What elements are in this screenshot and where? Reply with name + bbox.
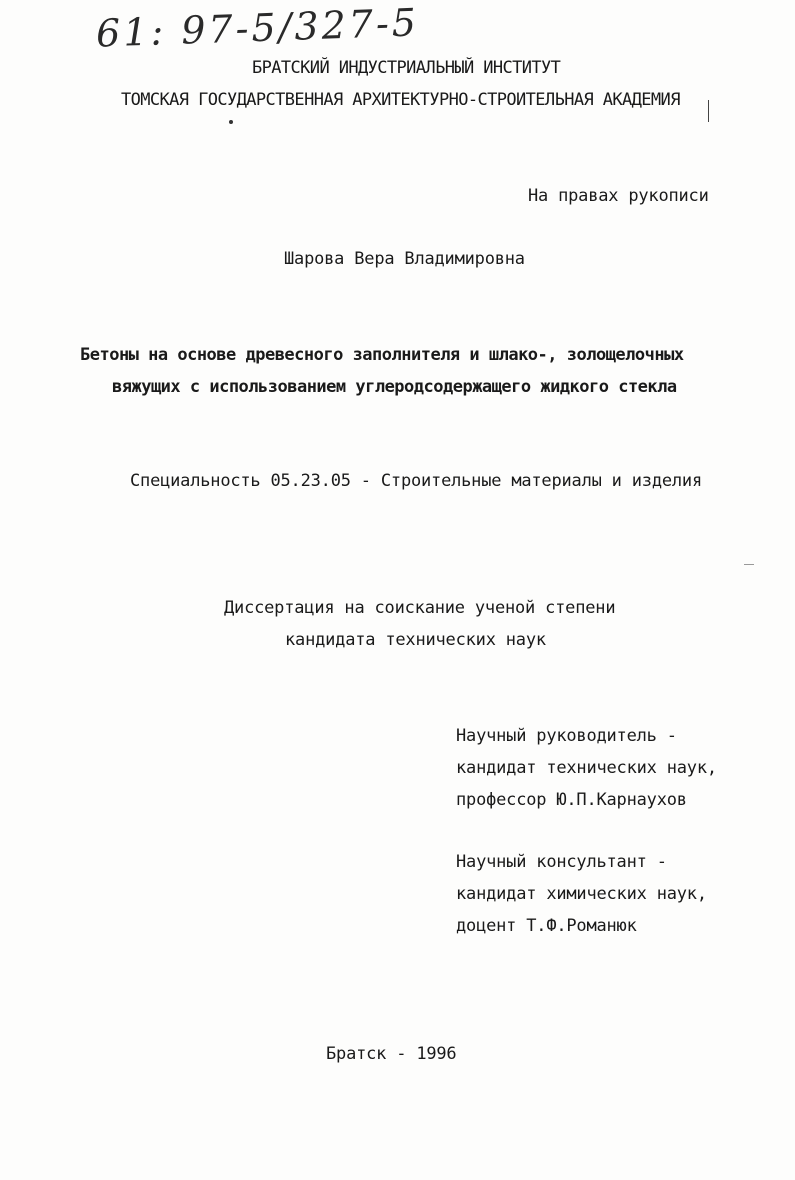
specialty-line: Специальность 05.23.05 - Строительные материалы и изделия	[130, 471, 702, 491]
consultant-line-2: кандидат химических наук,	[456, 884, 707, 904]
supervisor-line-3: профессор Ю.П.Карнаухов	[456, 790, 687, 810]
dissertation-degree-line-1: Диссертация на соискание ученой степени	[224, 598, 616, 618]
dissertation-title-line-2: вяжущих с использованием углеродсодержащего жидкого стекла	[112, 377, 677, 397]
supervisor-line-2: кандидат технических наук,	[456, 758, 717, 778]
dissertation-degree-line-2: кандидата технических наук	[285, 630, 546, 650]
scan-speck	[229, 120, 233, 124]
consultant-line-1: Научный консультант -	[456, 852, 667, 872]
institution-line-1: БРАТСКИЙ ИНДУСТРИАЛЬНЫЙ ИНСТИТУТ	[252, 58, 561, 78]
handwritten-catalog-code: 61: 97-5/327-5	[95, 0, 420, 56]
dissertation-title-line-1: Бетоны на основе древесного заполнителя и шлако-, золощелочных	[80, 345, 684, 365]
scan-mark	[744, 564, 754, 565]
scan-mark	[708, 100, 709, 122]
manuscript-rights-note: На правах рукописи	[528, 186, 709, 206]
supervisor-line-1: Научный руководитель -	[456, 726, 677, 746]
author-name: Шарова Вера Владимировна	[284, 249, 525, 269]
consultant-line-3: доцент Т.Ф.Романюк	[456, 916, 637, 936]
city-year: Братск - 1996	[326, 1044, 457, 1064]
institution-line-2: ТОМСКАЯ ГОСУДАРСТВЕННАЯ АРХИТЕКТУРНО-СТРОИТЕЛЬНАЯ АКАДЕМИЯ	[121, 90, 680, 110]
